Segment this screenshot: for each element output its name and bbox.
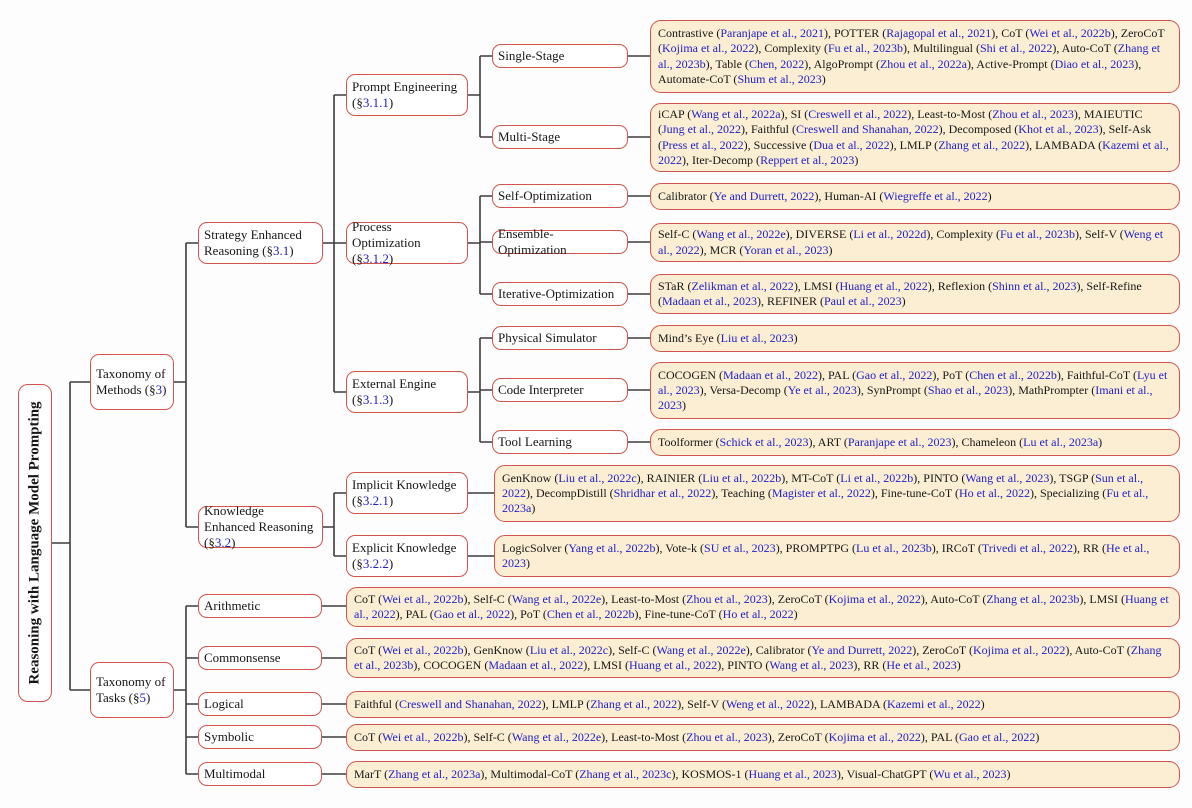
leaf-multimodal-papers [346,761,1180,788]
node-iterative-optimization [492,282,628,306]
root-label: Reasoning with Language Model Prompting [26,401,43,685]
node-implicit-knowledge [346,472,468,514]
node-physical-simulator [492,326,628,350]
node-code-interpreter [492,378,628,402]
citation-list: STaR (Zelikman et al., 2022), LMSI (Huang et al., 2022), Reflexion (Shinn et al., 2023), Self-Refine (Madaan et al., 2023), REFINER (Paul et al., 2023) [658,278,1142,308]
node-label: Prompt Engineering (§3.1.1) [352,79,458,110]
citation-list: Faithful (Creswell and Shanahan, 2022), LMLP (Zhang et al., 2022), Self-V (Weng et al., 2022), LAMBADA (Kazemi et al., 2022) [354,696,985,711]
citation-list: Toolformer (Schick et al., 2023), ART (Paranjape et al., 2023), Chameleon (Lu et al., 2023a) [658,434,1103,449]
leaf-code-interpreter-papers [650,362,1180,419]
leaf-explicit-knowledge-papers [494,535,1180,577]
node-label: Single-Stage [498,48,565,64]
node-taxonomy-of-methods [90,354,174,410]
node-explicit-knowledge [346,535,468,577]
node-process-optimization [346,219,468,266]
citation-list: CoT (Wei et al., 2022b), Self-C (Wang et al., 2022e), Least-to-Most (Zhou et al., 2023), ZeroCoT (Kojima et al., 2022), Auto-CoT (Zhang et al., 2023b), LMSI (Huang et al., 2022), PAL (Gao et al., 2022), PoT (Chen et al., 2022b), Fine-tune-CoT (Ho et al., 2022) [354,591,1169,621]
node-arithmetic [198,594,322,618]
leaf-arithmetic-papers [346,587,1180,627]
leaf-self-optimization-papers [650,183,1180,210]
leaf-implicit-knowledge-papers [494,465,1180,522]
node-ensemble-optimization [492,226,628,257]
leaf-physical-simulator-papers [650,325,1180,352]
node-label: Logical [204,696,244,712]
citation-list: Mind’s Eye (Liu et al., 2023) [658,330,798,345]
node-prompt-engineering [346,74,468,116]
node-multi-stage [492,125,628,149]
node-taxonomy-of-tasks [90,662,174,718]
citation-list: LogicSolver (Yang et al., 2022b), Vote-k (SU et al., 2023), PROMPTPG (Lu et al., 2023b), IRCoT (Trivedi et al., 2022), RR (He et al., 2023) [502,540,1150,570]
leaf-multi-stage-papers [650,103,1180,172]
node-label: Strategy Enhanced Reasoning (§3.1) [204,227,302,258]
node-label: Commonsense [204,650,281,666]
node-label: Symbolic [204,729,254,745]
node-label: Knowledge Enhanced Reasoning (§3.2) [204,503,314,550]
node-logical [198,692,322,716]
node-label: Taxonomy of Tasks (§5) [96,674,166,705]
node-strategy-enhanced-reasoning [198,222,323,264]
node-symbolic [198,725,322,749]
citation-list: CoT (Wei et al., 2022b), Self-C (Wang et al., 2022e), Least-to-Most (Zhou et al., 2023), ZeroCoT (Kojima et al., 2022), PAL (Gao et al., 2022) [354,729,1040,744]
citation-list: CoT (Wei et al., 2022b), GenKnow (Liu et al., 2022c), Self-C (Wang et al., 2022e), Calibrator (Ye and Durrett, 2022), ZeroCoT (Kojima et al., 2022), Auto-CoT (Zhang et al., 2023b), COCOGEN (Madaan et al., 2022), LMSI (Huang et al., 2022), PINTO (Wang et al., 2023), RR (He et al., 2023) [354,642,1162,672]
node-external-engine [346,371,468,413]
node-multimodal [198,762,322,786]
node-label: Self-Optimization [498,188,592,204]
citation-list: MarT (Zhang et al., 2023a), Multimodal-CoT (Zhang et al., 2023c), KOSMOS-1 (Huang et al., 2023), Visual-ChatGPT (Wu et al., 2023) [354,766,1011,781]
node-single-stage [492,44,628,68]
node-label: Multi-Stage [498,129,561,145]
node-label: Process Optimization (§3.1.2) [352,219,421,266]
node-knowledge-enhanced-reasoning [198,503,323,550]
node-self-optimization [492,184,628,208]
node-label: Arithmetic [204,598,261,614]
node-label: Implicit Knowledge (§3.2.1) [352,477,457,508]
node-label: Explicit Knowledge (§3.2.2) [352,540,457,571]
leaf-single-stage-papers [650,20,1180,93]
leaf-tool-learning-papers [650,429,1180,456]
node-label: Tool Learning [498,434,572,450]
citation-list: COCOGEN (Madaan et al., 2022), PAL (Gao et al., 2022), PoT (Chen et al., 2022b), Faithful-CoT (Lyu et al., 2023), Versa-Decomp (Ye et al., 2023), SynPrompt (Shao et al., 2023), MathPrompter (Imani et al., 2023) [658,367,1168,413]
node-label: Ensemble-Optimization [498,226,567,257]
node-label: Multimodal [204,766,266,782]
node-label: Code Interpreter [498,382,584,398]
node-label: Physical Simulator [498,330,597,346]
citation-list: Self-C (Wang et al., 2022e), DIVERSE (Li et al., 2022d), Complexity (Fu et al., 2023b), Self-V (Weng et al., 2022), MCR (Yoran et al., 2023) [658,227,1164,257]
citation-list: Contrastive (Paranjape et al., 2021), POTTER (Rajagopal et al., 2021), CoT (Wei et al., 2022b), ZeroCoT (Kojima et al., 2022), Complexity (Fu et al., 2023b), Multilingual (Shi et al., 2022), Auto-CoT (Zhang et al., 2023b), Table (Chen, 2022), AlgoPrompt (Zhou et al., 2022a), Active-Prompt (Diao et al., 2023), Automate-CoT (Shum et al., 2023) [658,26,1165,86]
node-label: Taxonomy of Methods (§3) [96,366,167,397]
node-label: Iterative-Optimization [498,286,615,302]
citation-list: GenKnow (Liu et al., 2022c), RAINIER (Liu et al., 2022b), MT-CoT (Li et al., 2022b), PINTO (Wang et al., 2023), TSGP (Sun et al., 2022), DecompDistill (Shridhar et al., 2022), Teaching (Magister et al., 2022), Fine-tune-CoT (Ho et al., 2022), Specializing (Fu et al., 2023a) [502,470,1149,516]
citation-list: Calibrator (Ye and Durrett, 2022), Human-AI (Wiegreffe et al., 2022) [658,188,992,203]
leaf-logical-papers [346,691,1180,718]
citation-list: iCAP (Wang et al., 2022a), SI (Creswell et al., 2022), Least-to-Most (Zhou et al., 2023), MAIEUTIC (Jung et al., 2022), Faithful (Creswell and Shanahan, 2022), Decomposed (Khot et al., 2023), Self-Ask (Press et al., 2022), Successive (Dua et al., 2022), LMLP (Zhang et al., 2022), LAMBADA (Kazemi et al., 2022), Iter-Decomp (Reppert et al., 2023) [658,107,1169,167]
leaf-iterative-optimization-papers [650,274,1180,314]
leaf-ensemble-optimization-papers [650,223,1180,262]
leaf-commonsense-papers [346,638,1180,678]
leaf-symbolic-papers [346,724,1180,751]
node-label: External Engine (§3.1.3) [352,376,437,407]
node-commonsense [198,646,322,670]
root-node [18,384,52,702]
node-tool-learning [492,430,628,454]
